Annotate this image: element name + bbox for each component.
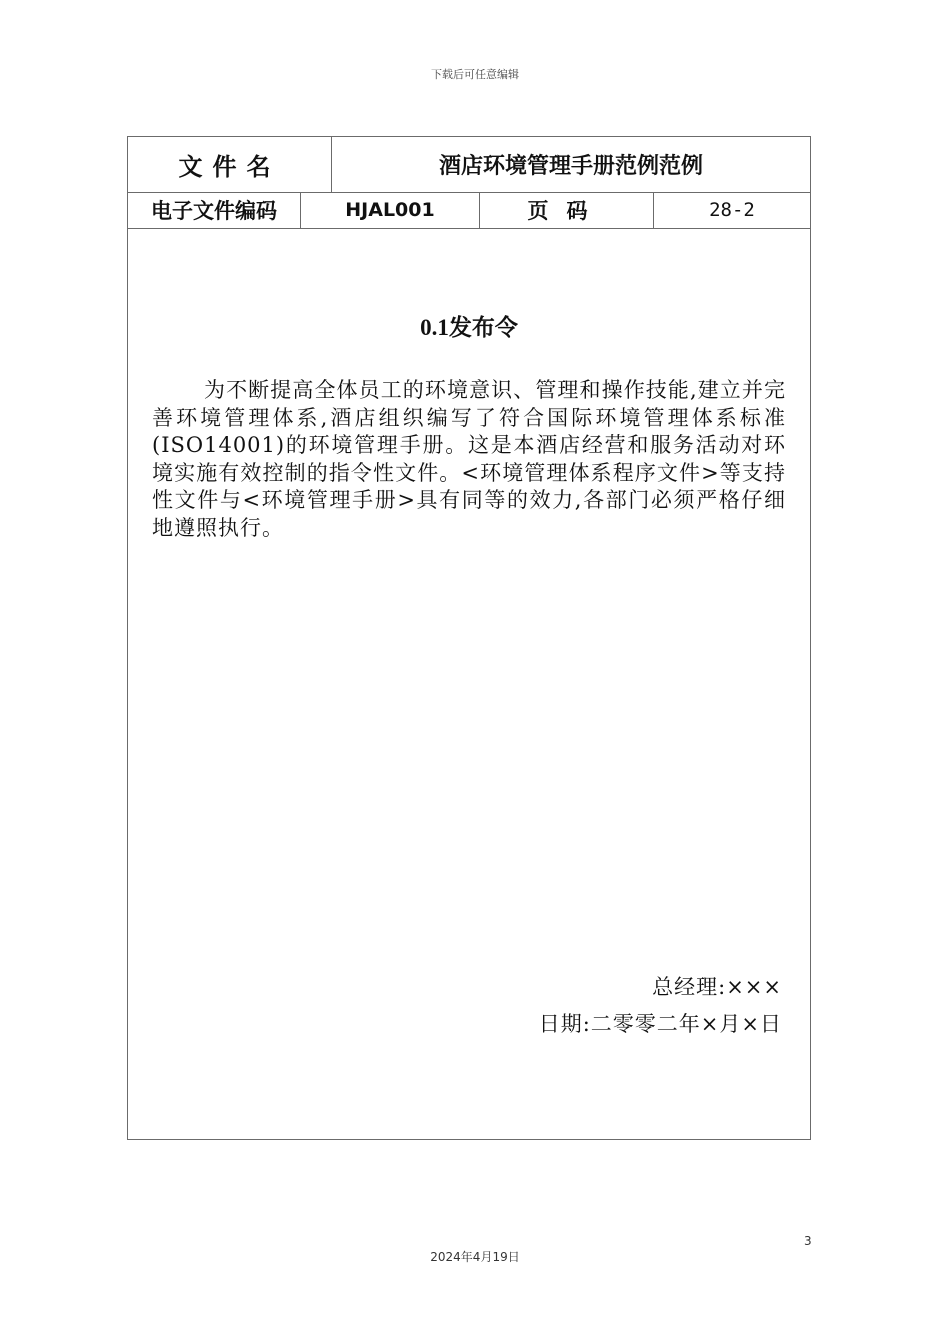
code-row: [128, 192, 810, 229]
file-name-value: 酒店环境管理手册范例范例: [438, 154, 703, 179]
code-value: HJAL001: [301, 192, 480, 228]
page-label: 页码: [480, 192, 654, 228]
decree-paragraph: 为不断提高全体员工的环境意识、管理和操作技能,建立并完善环境管理体系,酒店组织编写了符合国际环境管理体系标准(ISO14001)的环境管理手册。这是本酒店经营和服务活动对环境实施有效控制的指令性文件。<环境管理体系程序文件>等支持性文件与<环境管理手册>具有同等的效力,各部门必须严格仔细地遵照执行。: [152, 378, 786, 540]
code-label: 电子文件编码: [128, 192, 301, 228]
signature-manager: 总经理:×××: [652, 975, 782, 999]
signature-date: 日期:二零零二年×月×日: [538, 1012, 782, 1036]
title-row: [128, 137, 810, 193]
document-frame: [127, 136, 811, 1140]
file-name-label: 文件名: [128, 137, 332, 192]
page-value: 28-2: [709, 199, 755, 221]
footer-date: 2024年4月19日: [430, 1250, 520, 1264]
page-number: 3: [804, 1234, 812, 1248]
section-title: 0.1发布令: [420, 315, 518, 340]
page-header-note: 下载后可任意编辑: [431, 68, 519, 81]
